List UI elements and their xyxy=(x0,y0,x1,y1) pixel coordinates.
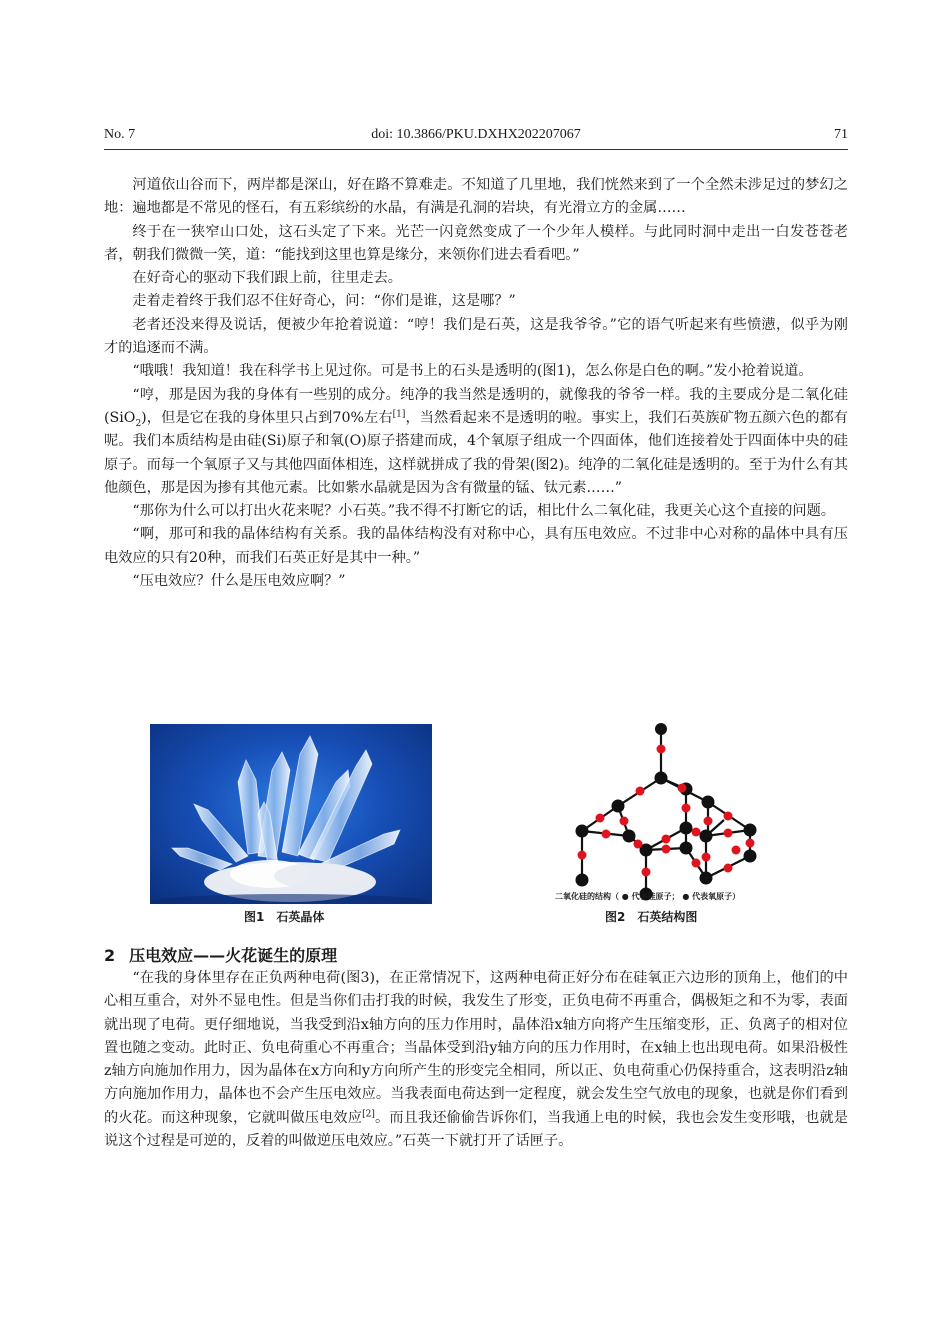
page-number: 71 xyxy=(834,127,848,142)
story-text xyxy=(104,174,848,593)
doi: doi: 10.3866/PKU.DXHX202207067 xyxy=(371,127,581,142)
quartz-crystal-photo xyxy=(150,724,432,904)
paragraph: 在好奇心的驱动下我们跟上前，往里走去。 xyxy=(132,270,402,287)
figure2-caption: 图2 石英结构图 xyxy=(605,910,698,924)
quartz-structure-diagram xyxy=(552,718,784,904)
section-title: 压电效应——火花诞生的原理 xyxy=(129,946,338,965)
issue-number: No. 7 xyxy=(104,127,136,142)
section-number: 2 xyxy=(104,946,116,965)
citation: [1] xyxy=(392,409,406,420)
section-heading xyxy=(104,943,848,966)
crystal-illustration xyxy=(150,724,432,904)
paragraph: “那你为什么可以打出火花来呢？小石英。”我不得不打断它的话，相比什么二氧化硅，我更关心这个直接的问题。 xyxy=(132,503,835,520)
figure2-legend: 二氧化硅的结构（ ● 代表硅原子； ● 代表氧原子） xyxy=(555,892,741,901)
paragraph: “哦哦！我知道！我在科学书上见过你。可是书上的石头是透明的(图1)，怎么你是白色的啊。”发小抢着说道。 xyxy=(132,363,813,380)
paragraph-sio2: “哼，那是因为我的身体有一些别的成分。纯净的我当然是透明的，就像我的爷爷一样。我的主要成分是二氧化硅(SiO$_2$)，但是它在我的身体里只占到70%左右[1]，当然看起来不是透明的啦。事实上，我们石英族矿物五颜六色的都有呢。我们本质结构是由硅(Si)原子和氧(O)原子搭建而成，4个氧原子组成一个四面体，他们连接着处于四面体中央的硅原子。而每一个氧原子又与其他四面体相连，这样就拼成了我的骨架(图2)。纯净的二氧化硅是透明的。至于为什么有其他颜色，那是因为掺有其他元素。比如紫水晶就是因为含有微量的锰、钛元素……” xyxy=(104,386,848,496)
page-header xyxy=(104,127,848,150)
paragraph: 走着走着终于我们忍不住好奇心，问：“你们是谁，这是哪？” xyxy=(132,293,516,310)
oxygen-atoms xyxy=(578,745,755,877)
figure1-caption: 图1 石英晶体 xyxy=(244,910,325,924)
paragraph: 老者还没来得及说话，便被少年抢着说道：“哼！我们是石英，这是我爷爷。”它的语气听起来有些愤懑，似乎为刚才的追逐而不满。 xyxy=(104,316,848,357)
paragraph: “啊，那可和我的晶体结构有关系。我的晶体结构没有对称中心，具有压电效应。不过非中心对称的晶体中具有压电效应的只有20种，而我们石英正好是其中一种。” xyxy=(104,526,848,566)
citation: [2] xyxy=(362,1109,375,1120)
paragraph: 终于在一狭窄山口处，这石头定了下来。光芒一闪竟然变成了一个少年人模样。与此同时洞中走出一白发苍苍老者，朝我们微微一笑，道：“能找到这里也算是缘分，来领你们进去看看吧。” xyxy=(104,223,848,263)
section-text xyxy=(104,967,848,1153)
paragraph: “压电效应？什么是压电效应啊？” xyxy=(132,573,346,590)
paragraph: 河道依山谷而下，两岸都是深山，好在路不算难走。不知道了几里地，我们恍然来到了一个全然未涉足过的梦幻之地：遍地都是不常见的怪石，有五彩缤纷的水晶，有满是孔洞的岩块，有光滑立方的金属…… xyxy=(104,177,848,217)
paragraph-piezo: “在我的身体里存在正负两种电荷(图3)，在正常情况下，这两种电荷正好分布在硅氧正六边形的顶角上，他们的中心相互重合，对外不显电性。但是当你们击打我的时候，我发生了形变，正负电荷不再重合，偶极矩之和不为零，表面就出现了电荷。更仔细地说，当我受到沿x轴方向的压力作用时，晶体沿x轴方向将产生压缩变形，正、负离子的相对位置也随之变动。此时正、负电荷重心不再重合；当晶体受到沿y轴方向的压力作用时，在x轴上也出现电荷。如果沿极性z轴方向施加作用力，因为晶体在x方向和y方向所产生的形变完全相同，所以正、负电荷重心仍保持重合，这表明沿z轴方向施加作用力，晶体也不会产生压电效应。当我表面电荷达到一定程度，就会发生空气放电的现象，也就是你们看到的火花。而这种现象，它就叫做压电效应[2]。而且我还偷偷告诉你们，当我通上电的时候，我也会发生变形哦，也就是说这个过程是可逆的，反着的叫做逆压电效应。”石英一下就打开了话匣子。 xyxy=(104,970,848,1150)
